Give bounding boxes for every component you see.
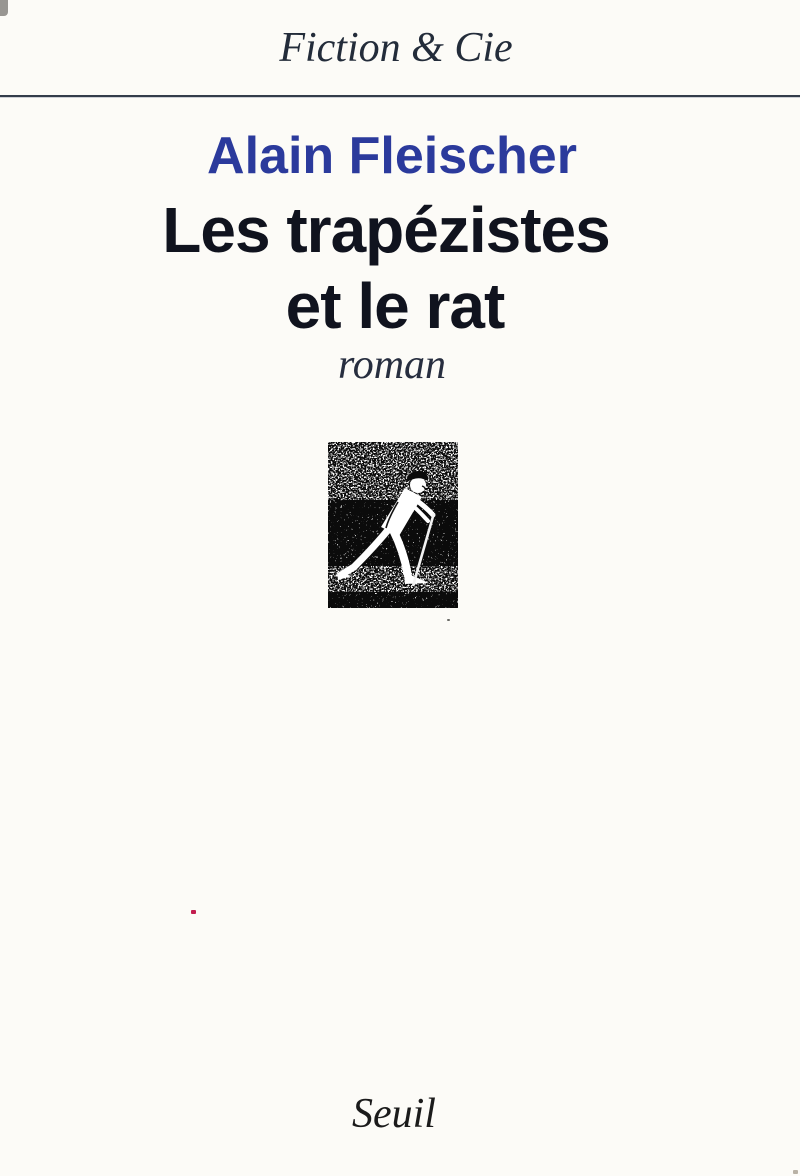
scan-corner-smudge [0,0,8,16]
woodcut-illustration [328,442,458,608]
collection-label: Fiction & Cie [279,25,513,71]
publisher-label: Seuil [352,1091,436,1137]
scan-corner-speck [793,1170,798,1174]
header-divider-line [0,95,800,97]
author-name: Alain Fleischer [207,127,577,185]
book-title-line1: Les trapézistes [162,194,610,266]
book-title-line2: et le rat [285,270,505,342]
genre-label: roman [337,342,447,388]
scan-speck [447,619,450,621]
woodcut-engraving-figure-icon [328,442,458,608]
red-ink-speck [191,910,196,914]
